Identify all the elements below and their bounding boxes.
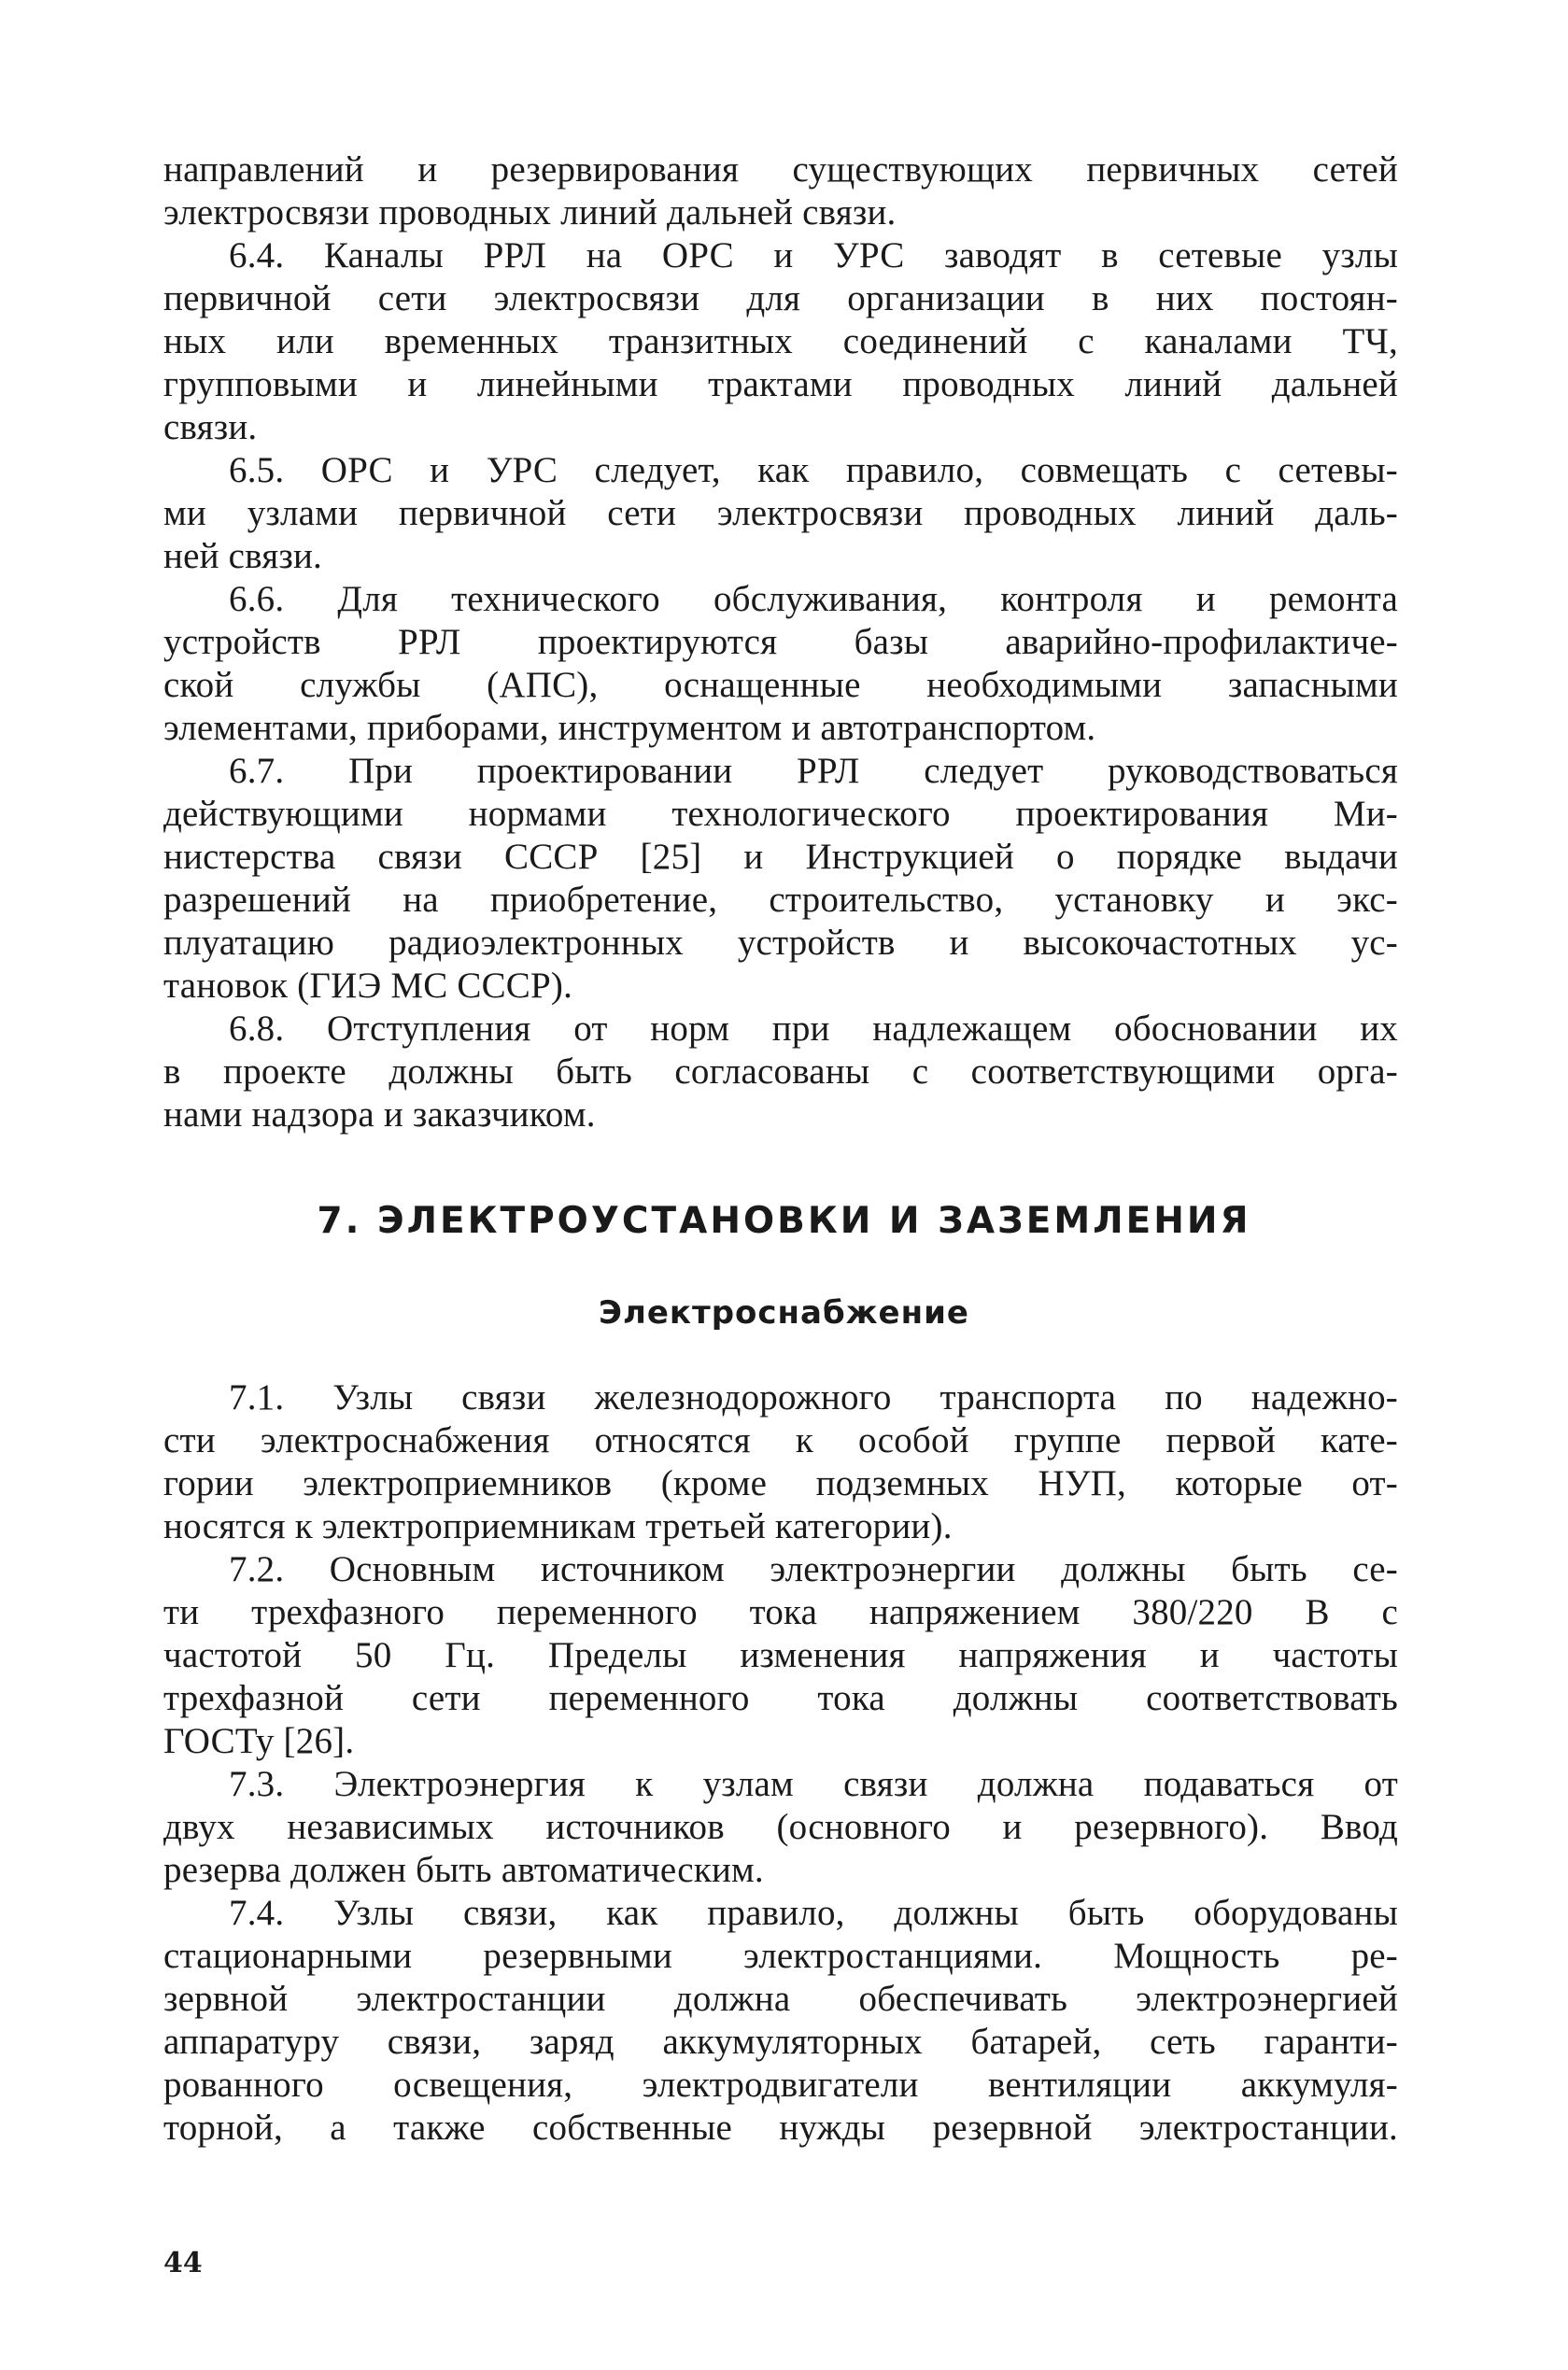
text-line: нистерства связи СССР [25] и Инструкцией о порядке выдачи	[163, 837, 1398, 877]
text-line: ГОСТу [26].	[163, 1721, 355, 1761]
text-line: действующими нормами технологического проектирования Ми-	[163, 794, 1398, 834]
text-line: первичной сети электросвязи для организации в них постоян-	[163, 278, 1398, 318]
text-line: разрешений на приобретение, строительство, установку и экс-	[163, 880, 1398, 920]
text-line: устройств РРЛ проектируются базы аварийно-профилактиче-	[163, 622, 1398, 662]
text-line: аппаратуру связи, заряд аккумуляторных батарей, сеть гаранти-	[163, 2022, 1398, 2062]
subsection-title: Электроснабжение	[599, 1294, 969, 1332]
paragraph-7-2-line: 7.2. Основным источником электроэнергии должны быть се-	[229, 1549, 1398, 1589]
paragraph-6-4-line: 6.4. Каналы РРЛ на ОРС и УРС заводят в сетевые узлы	[229, 235, 1398, 275]
text-line: двух независимых источников (основного и резервного). Ввод	[163, 1807, 1398, 1847]
paragraph-7-1-line: 7.1. Узлы связи железнодорожного транспорта по надежно-	[229, 1377, 1398, 1418]
text-line: трехфазной сети переменного тока должны соответствовать	[163, 1678, 1398, 1718]
paragraph-6-7-line: 6.7. При проектировании РРЛ следует руководствоваться	[229, 751, 1398, 791]
paragraph-6-8-line: 6.8. Отступления от норм при надлежащем обосновании их	[229, 1009, 1398, 1049]
text-line: частотой 50 Гц. Пределы изменения напряжения и частоты	[163, 1635, 1398, 1675]
text-line: носятся к электроприемникам третьей категории).	[163, 1506, 953, 1546]
text-line: ных или временных транзитных соединений с каналами ТЧ,	[163, 321, 1398, 361]
text-line: направлений и резервирования существующих первичных сетей	[163, 149, 1398, 190]
text-line: резерва должен быть автоматическим.	[163, 1850, 764, 1890]
text-line: гории электроприемников (кроме подземных НУП, которые от-	[163, 1463, 1398, 1503]
text-line: стационарными резервными электростанциями. Мощность ре-	[163, 1936, 1398, 1976]
text-line: элементами, приборами, инструментом и автотранспортом.	[163, 708, 1096, 748]
text-line: плуатацию радиоэлектронных устройств и высокочастотных ус-	[163, 923, 1398, 963]
text-line: ти трехфазного переменного тока напряжением 380/220 В с	[163, 1592, 1398, 1632]
paragraph-7-4-line: 7.4. Узлы связи, как правило, должны быть оборудованы	[229, 1893, 1398, 1933]
text-line: в проекте должны быть согласованы с соответствующими орга-	[163, 1051, 1398, 1092]
text-line: связи.	[163, 407, 258, 447]
text-line: торной, а также собственные нужды резервной электростанции.	[163, 2108, 1398, 2148]
paragraph-6-5-line: 6.5. ОРС и УРС следует, как правило, совмещать с сетевы-	[229, 450, 1398, 490]
text-line: тановок (ГИЭ МС СССР).	[163, 966, 573, 1006]
text-line: сти электроснабжения относятся к особой группе первой кате-	[163, 1420, 1398, 1460]
text-line: ми узлами первичной сети электросвязи проводных линий даль-	[163, 493, 1398, 533]
text-line: электросвязи проводных линий дальней связи.	[163, 192, 897, 233]
text-line: ской службы (АПС), оснащенные необходимыми запасными	[163, 665, 1398, 705]
text-line: рованного освещения, электродвигатели вентиляции аккумуля-	[163, 2065, 1398, 2105]
paragraph-7-3-line: 7.3. Электроэнергия к узлам связи должна подаваться от	[229, 1764, 1398, 1804]
text-line: ней связи.	[163, 536, 322, 576]
text-line: зервной электростанции должна обеспечивать электроэнергией	[163, 1979, 1398, 2019]
text-line: нами надзора и заказчиком.	[163, 1094, 596, 1135]
section-title: 7. ЭЛЕКТРОУСТАНОВКИ И ЗАЗЕМЛЕНИЯ	[317, 1200, 1251, 1242]
page-number: 44	[163, 2247, 203, 2279]
text-line: групповыми и линейными трактами проводных линий дальней	[163, 364, 1398, 404]
paragraph-6-6-line: 6.6. Для технического обслуживания, контроля и ремонта	[229, 579, 1398, 619]
